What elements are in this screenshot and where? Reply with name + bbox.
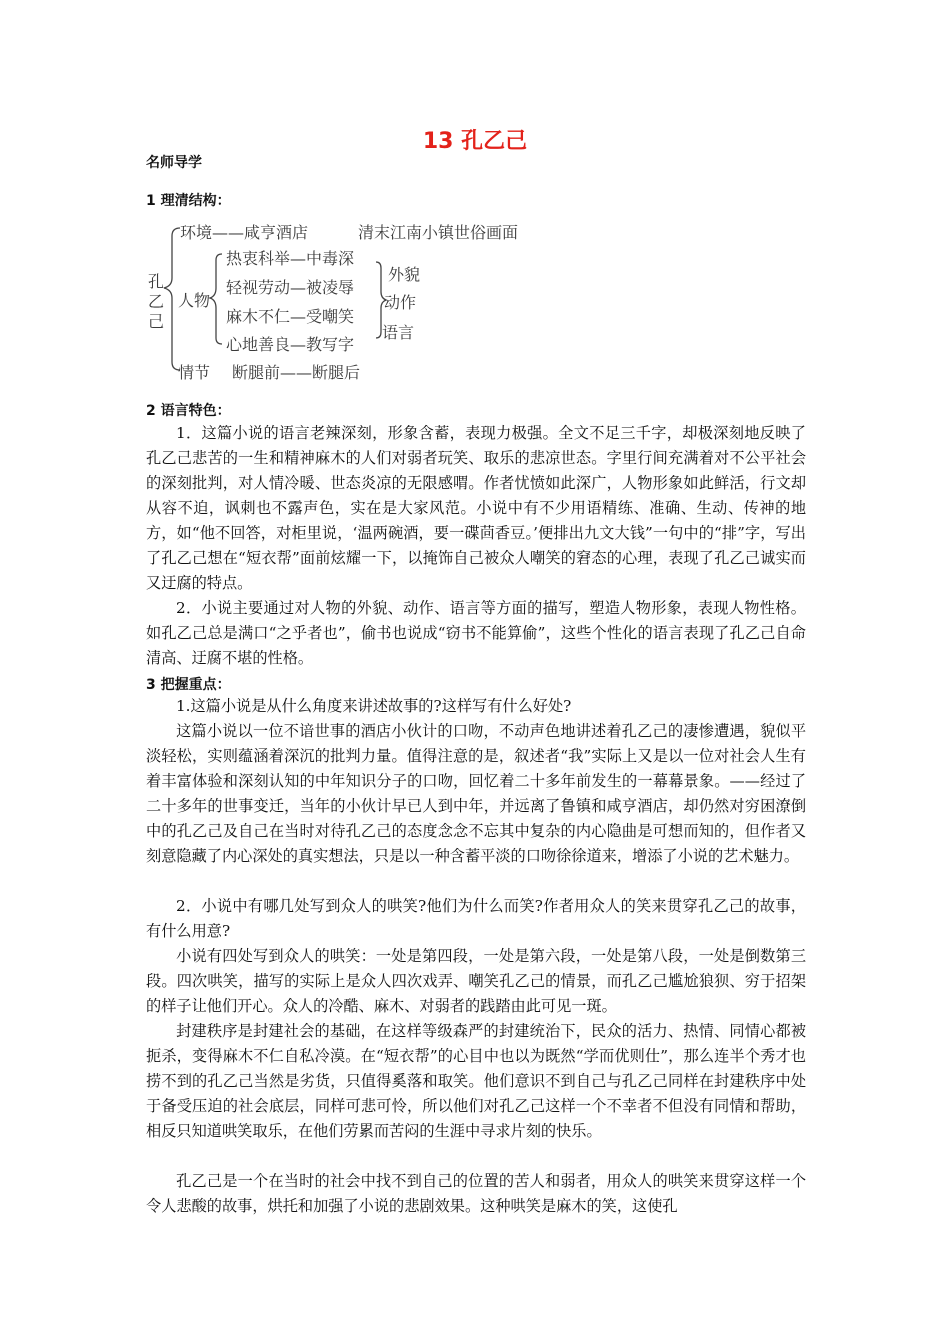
answer-1-text: 这篇小说以一位不谙世事的酒店小伙计的口吻，不动声色地讲述着孔乙己的凄惨遭遇，貌似平淡轻松，实则蕴涵着深沉的批判力量。值得注意的是，叙述者“我”实际上又是以一位对社会人生有着丰富体验和深刻认知的中年知识分子的口吻，回忆着二十多年前发生的一幕幕景象。——经过了二十多年的世事变迁，当年的小伙计早已人到中年，并远离了鲁镇和咸亨酒店，却仍然对穷困潦倒中的孔乙己及自己在当时对待孔乙己的态度念念不忘其中复杂的内心隐曲是可想而知的，但作者又刻意隐藏了内心深处的真实想法，只是以一种含蓄平淡的口吻徐徐道来，增添了小说的艺术魅力。 xyxy=(146,722,806,865)
question-1: 1.这篇小说是从什么角度来讲述故事的?这样写有什么好处? xyxy=(176,697,572,715)
question-2-text: 2．小说中有哪几处写到众人的哄笑?他们为什么而笑?作者用众人的笑来贯穿孔乙己的故事，有什么用意? xyxy=(146,897,806,940)
diagram-plot-desc: 断腿前——断腿后 xyxy=(232,363,361,382)
diagram-trait-1: 热衷科举—中毒深 xyxy=(226,249,355,268)
section-heading-structure: 1 理清结构： xyxy=(146,193,231,209)
answer-2-paragraph-1-text: 小说有四处写到众人的哄笑：一处是第四段，一处是第六段，一处是第八段，一处是倒数第三段。四次哄笑，描写的实际上是众人四次戏弄、嘲笑孔乙己的情景，而孔乙己尴尬狼狈、穷于招架的样子让他们开心。众人的冷酷、麻木、对弱者的践踏由此可见一斑。 xyxy=(146,947,806,1015)
diagram-plot: 情节 xyxy=(178,363,211,382)
diagram-environment-desc: 清末江南小镇世俗画面 xyxy=(358,223,519,242)
diagram-aspect-appearance: 外貌 xyxy=(388,265,421,284)
diagram-root-3: 己 xyxy=(148,312,165,331)
answer-2-paragraph-3-text: 孔乙己是一个在当时的社会中找不到自己的位置的苦人和弱者，用众人的哄笑来贯穿这样一个令人悲酸的故事，烘托和加强了小说的悲剧效果。这种哄笑是麻木的笑，这使孔 xyxy=(146,1172,806,1215)
diagram-root-1: 孔 xyxy=(148,272,165,291)
answer-2-paragraph-2-text: 封建秩序是封建社会的基础，在这样等级森严的封建统治下，民众的活力、热情、同情心都被扼杀，变得麻木不仁自私冷漠。在“短衣帮”的心目中也以为既然“学而优则仕”，那么连半个秀才也捞不到的孔乙己当然是劣货，只值得奚落和取笑。他们意识不到自己与孔乙己同样在封建秩序中处于备受压迫的社会底层，同样可悲可怜，所以他们对孔乙己这样一个不幸者不但没有同情和帮助，相反只知道哄笑取乐，在他们劳累而苦闷的生涯中寻求片刻的快乐。 xyxy=(146,1022,806,1140)
language-paragraph-1 xyxy=(146,421,806,596)
language-paragraph-1-text: 1．这篇小说的语言老辣深刻，形象含蓄，表现力极强。全文不足三千字，却极深刻地反映了孔乙己悲苦的一生和精神麻木的人们对弱者玩笑、取乐的悲凉世态。字里行间充满着对不公平社会的深刻批判，对人情冷暖、世态炎凉的无限感喟。作者忧愤如此深广，人物形象如此鲜活，行文却从容不迫，讽刺也不露声色，实在是大家风范。小说中有不少用语精练、准确、生动、传神的地方，如“他不回答，对柜里说，‘温两碗酒，要一碟茴香豆。’便排出九文大钱”一句中的“排”字，写出了孔乙己想在“短衣帮”面前炫耀一下，以掩饰自己被众人嘲笑的窘态的心理，表现了孔乙己诚实而又迂腐的特点。 xyxy=(146,424,806,592)
answer-2-paragraph-3 xyxy=(146,1169,806,1219)
answer-2-paragraph-2 xyxy=(146,1019,806,1144)
answer-1 xyxy=(146,719,806,869)
diagram-root-2: 乙 xyxy=(148,292,165,311)
section-heading-focus: 3 把握重点： xyxy=(146,677,231,693)
document-title: 13 孔乙己 xyxy=(422,129,528,154)
diagram-aspect-language: 语言 xyxy=(382,323,415,342)
structure-diagram xyxy=(146,214,536,390)
diagram-aspect-action: 动作 xyxy=(384,293,417,312)
section-heading-language: 2 语言特色： xyxy=(146,403,231,419)
section-heading-guide: 名师导学 xyxy=(146,155,202,171)
language-paragraph-2-text: 2．小说主要通过对人物的外貌、动作、语言等方面的描写，塑造人物形象，表现人物性格。如孔乙己总是满口“之乎者也”，偷书也说成“窃书不能算偷”，这些个性化的语言表现了孔乙己自命清高、迂腐不堪的性格。 xyxy=(146,599,806,667)
diagram-environment: 环境——咸亨酒店 xyxy=(180,223,309,242)
answer-2-paragraph-1 xyxy=(146,944,806,1019)
diagram-trait-3: 麻木不仁—受嘲笑 xyxy=(226,307,355,326)
question-2 xyxy=(146,894,806,944)
diagram-trait-2: 轻视劳动—被凌辱 xyxy=(226,278,355,297)
diagram-people: 人物 xyxy=(178,291,211,310)
language-paragraph-2 xyxy=(146,596,806,671)
diagram-trait-4: 心地善良—教写字 xyxy=(226,335,355,354)
